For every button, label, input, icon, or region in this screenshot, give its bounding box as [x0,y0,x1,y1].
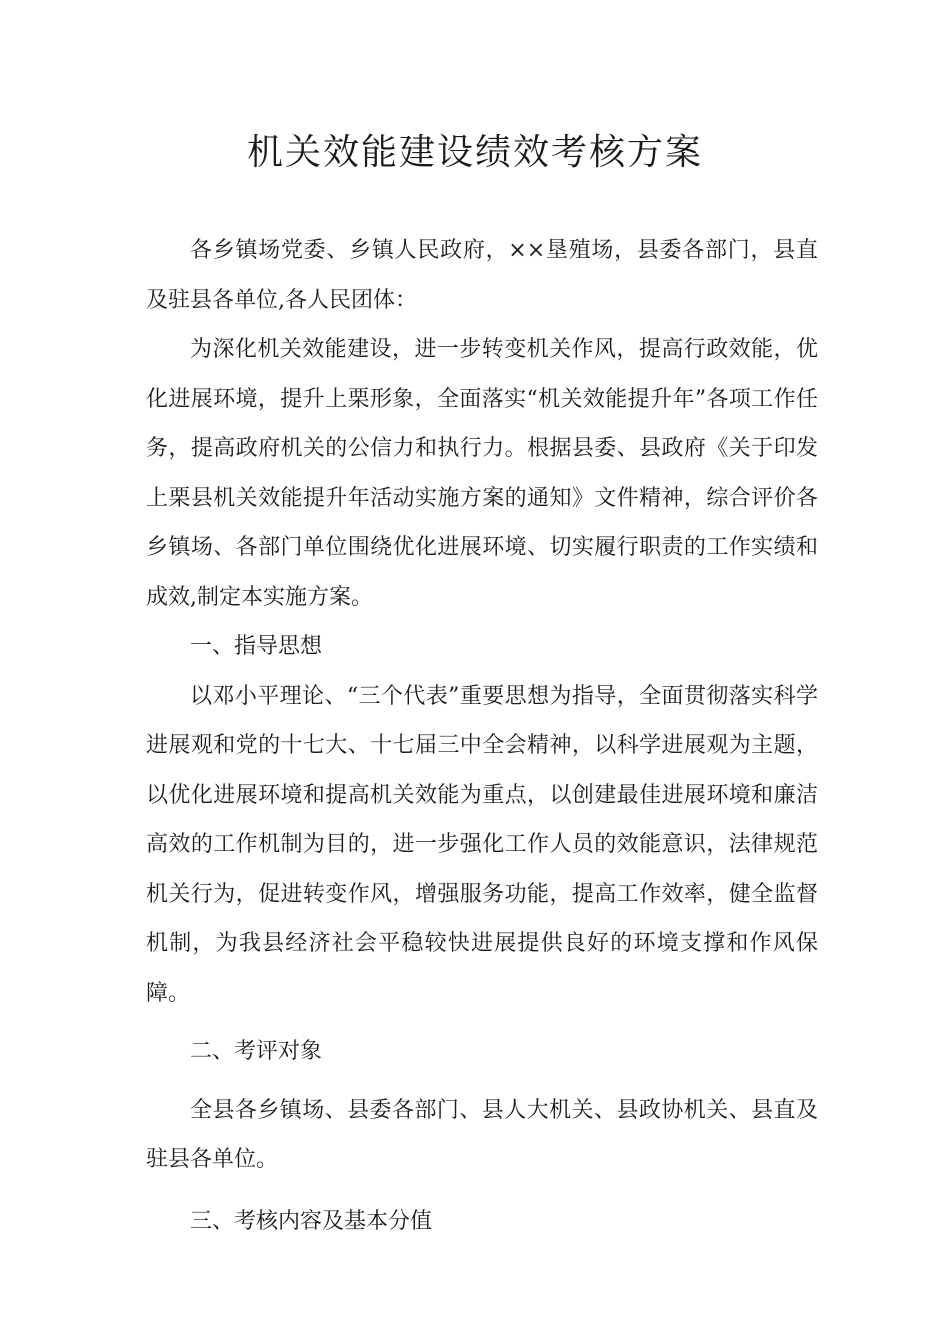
document-body [146,226,818,1246]
paragraph-guiding-ideology: 以邓小平理论、“三个代表”重要思想为指导，全面贯彻落实科学进展观和党的十七大、十七届三中全会精神，以科学进展观为主题，以优化进展环境和提高机关效能为重点，以创建最佳进展环境和廉洁高效的工作机制为目的，进一步强化工作人员的效能意识，法律规范机关行为，促进转变作风，增强服务功能，提高工作效率，健全监督机制，为我县经济社会平稳较快进展提供良好的环境支撑和作风保障。 [146,683,818,1006]
heading-evaluation-targets: 二、考评对象 [190,1039,323,1064]
paragraph-salutation: 各乡镇场党委、乡镇人民政府，××垦殖场，县委各部门，县直及驻县各单位,各人民团体： [146,238,818,313]
heading-assessment-content: 三、考核内容及基本分值 [190,1208,433,1234]
paragraph-purpose: 为深化机关效能建设，进一步转变机关作风，提高行政效能，优化进展环境，提升上栗形象，全面落实“机关效能提升年”各项工作任务，提高政府机关的公信力和执行力。根据县委、县政府《关于印发上栗县机关效能提升年活动实施方案的通知》文件精神，综合评价各乡镇场、各部门单位围绕优化进展环境、切实履行职责的工作实绩和成效,制定本实施方案。 [146,337,818,610]
heading-guiding-ideology: 一、指导思想 [190,634,323,659]
paragraph-evaluation-targets: 全县各乡镇场、县委各部门、县人大机关、县政协机关、县直及驻县各单位。 [146,1097,818,1172]
document-title: 机关效能建设绩效考核方案 [246,132,703,173]
